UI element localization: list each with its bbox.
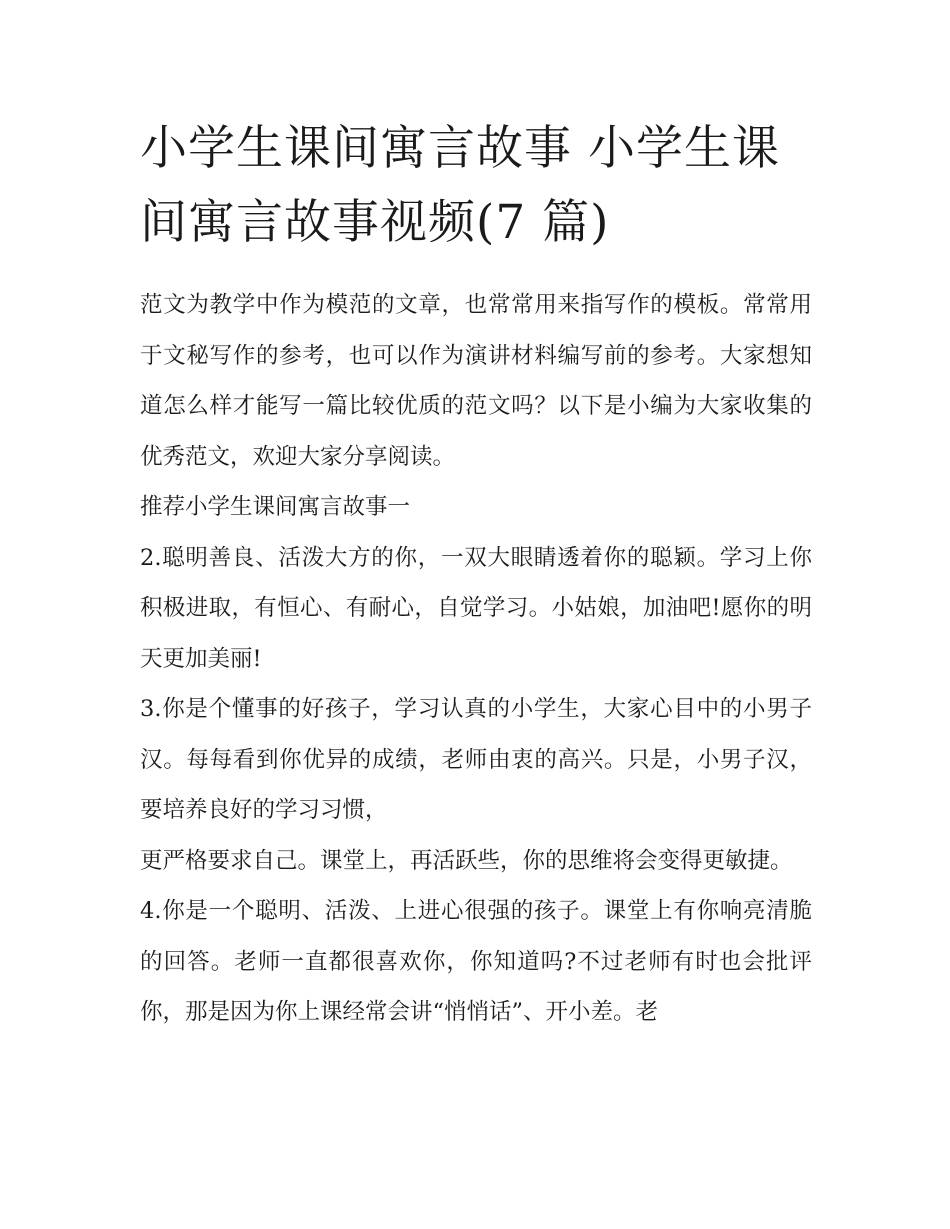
body-paragraph-4: 4.你是一个聪明、活泼、上进心很强的孩子。课堂上有你响亮清脆的回答。老师一直都很喜欢你，你知道吗?不过老师有时也会批评你，那是因为你上课经常会讲“悄悄话”、开小差。老 [140,898,812,1025]
intro-paragraph: 范文为教学中作为模范的文章，也常常用来指写作的模板。常常用于文秘写作的参考，也可以作为演讲材料编写前的参考。大家想知道怎么样才能写一篇比较优质的范文吗？以下是小编为大家收集的优秀范文，欢迎大家分享阅读。 [140,292,812,470]
section-heading: 推荐小学生课间寓言故事一 [140,494,411,520]
body-paragraph-3: 3.你是个懂事的好孩子，学习认真的小学生，大家心目中的小男子汉。每每看到你优异的成绩，老师由衷的高兴。只是，小男子汉，要培养良好的学习习惯， [140,696,812,823]
body-paragraph-3-continued: 更严格要求自己。课堂上，再活跃些，你的思维将会变得更敏捷。 [140,847,793,874]
body-paragraph-2: 2.聪明善良、活泼大方的你，一双大眼睛透着你的聪颖。学习上你积极进取，有恒心、有耐心，自觉学习。小姑娘，加油吧!愿你的明天更加美丽! [140,544,812,672]
document-title: 小学生课间寓言故事 小学生课间寓言故事视频(7 篇) [140,121,780,250]
document-page [140,112,812,1038]
